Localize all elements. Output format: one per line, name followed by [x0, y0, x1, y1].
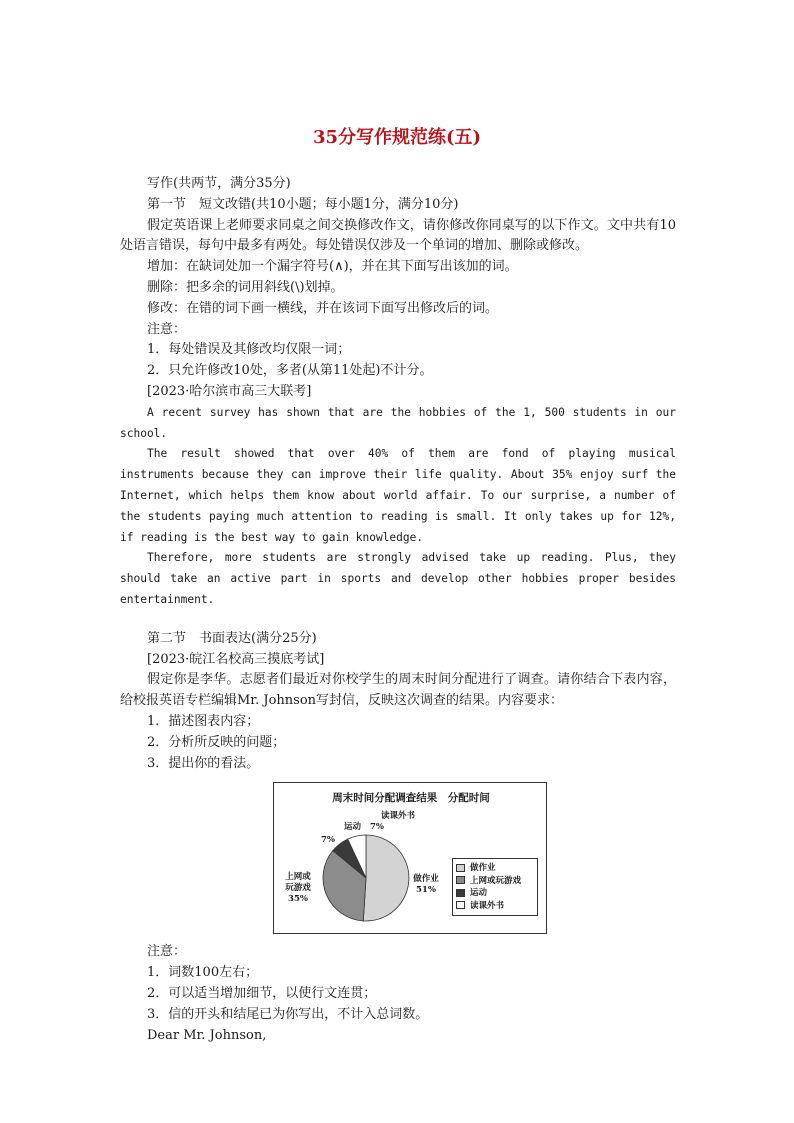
legend-swatch [456, 876, 465, 884]
label-internet-line1: 上网或 [285, 872, 311, 883]
pie-slice-homework [363, 835, 409, 921]
label-sports-text: 运动 [344, 822, 362, 833]
label-reading-text: 读课外书 [380, 811, 415, 822]
label-homework-text: 做作业 [413, 874, 439, 885]
note-item: 1．词数100左右； [147, 965, 259, 981]
label-sports-pct: 7% [321, 835, 335, 846]
legend-swatch [456, 901, 465, 909]
label-homework-pct: 51% [416, 885, 436, 896]
legend-label: 做作业 [470, 863, 496, 874]
passage-paragraph: Therefore, more students are strongly advised take up reading. Plus, they should take an active part in sports and develop other hobbies proper besides entertainment. [120, 551, 676, 606]
label-reading [378, 811, 418, 822]
passage-paragraph: A recent survey has shown that are the hobbies of the 1, 500 students in our school. [120, 405, 676, 440]
section2-instruction: 假定你是李华。志愿者们最近对你校学生的周末时间分配进行了调查。请你结合下表内容，给校报英语专栏编辑Mr. Johnson写封信，反映这次调查的结果。内容要求： [120, 672, 676, 709]
section2-heading: 第二节 书面表达(满分25分) [147, 630, 317, 646]
delete-rule: 删除：把多余的词用斜线(\)划掉。 [147, 279, 344, 295]
label-internet [276, 872, 320, 905]
label-reading-pct: 7% [369, 822, 384, 833]
section1-instruction: 假定英语课上老师要求同桌之间交换修改作文，请你修改你同桌写的以下作文。文中共有10处语言错误，每句中最多有两处。每处错误仅涉及一个单词的增加、删除或修改。 [120, 217, 676, 254]
source-tag: [2023·哈尔滨市高三大联考] [147, 383, 312, 399]
legend-item [456, 875, 534, 888]
chart-title: 周末时间分配调查结果 分配时间 [332, 792, 490, 805]
pie-chart [273, 782, 547, 934]
requirement-item: 1．描述图表内容； [147, 713, 260, 729]
legend-item [456, 900, 534, 913]
legend-item [456, 862, 534, 875]
add-rule: 增加：在缺词处加一个漏字符号(∧)，并在其下面写出该加的词。 [147, 259, 518, 275]
note-item: 3．信的开头和结尾已为你写出，不计入总词数。 [147, 1006, 429, 1022]
legend-swatch [456, 864, 465, 872]
document-body [120, 174, 676, 1046]
requirement-item: 2．分析所反映的问题； [147, 734, 286, 750]
writing-header: 写作(共两节，满分35分) [147, 176, 291, 191]
legend-item [456, 887, 534, 900]
note-item: 2．可以适当增加细节，以使行文连贯； [147, 985, 377, 1001]
chart-legend [452, 858, 538, 916]
modify-rule: 修改：在错的词下画一横线，并在该词下面写出修改后的词。 [147, 300, 499, 316]
label-internet-line2: 玩游戏 [285, 883, 311, 894]
label-homework [406, 874, 446, 896]
requirement-item: 3．提出你的看法。 [147, 755, 260, 771]
note-item: 1．每处错误及其修改均仅限一词； [147, 342, 351, 358]
legend-label: 上网或玩游戏 [470, 875, 522, 886]
legend-label: 读课外书 [470, 900, 505, 911]
letter-salutation: Dear Mr. Johnson, [147, 1027, 267, 1043]
note-item: 2．只允许修改10处，多者(从第11处起)不计分。 [147, 363, 433, 379]
label-sports [344, 822, 384, 833]
legend-label: 运动 [470, 888, 488, 899]
passage-paragraph: The result showed that over 40% of them are fond of playing musical instruments because they can improve their life quality. About 35% enjoy surf the Internet, which helps them know about world affair. To our surprise, a number of the students paying much attention to reading is small. It only takes up for 12%, if reading is the best way to gain knowledge. [120, 447, 676, 544]
page-title: 35分写作规范练(五) [312, 127, 482, 148]
source-tag: [2023·皖江名校高三摸底考试] [147, 651, 325, 667]
notes-label: 注意： [147, 944, 187, 960]
label-internet-pct: 35% [288, 894, 308, 905]
section1-heading: 第一节 短文改错(共10小题；每小题1分，满分10分) [147, 196, 459, 212]
legend-swatch [456, 889, 465, 897]
notes-label: 注意： [147, 321, 187, 337]
